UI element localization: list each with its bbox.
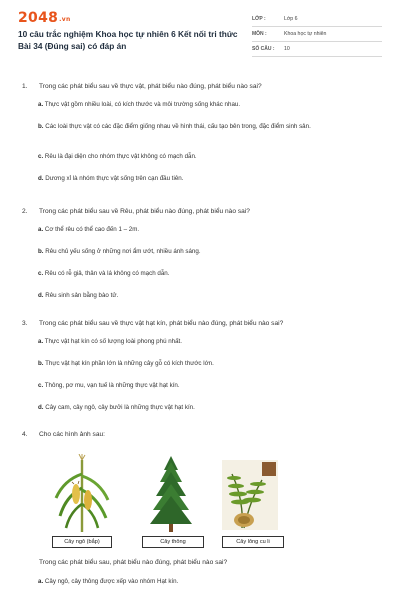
option-b: b. Các loài thực vật có các đặc điểm giống nhau về hình thái, cấu tạo bên trong, đặc điểm sinh sản.: [38, 123, 311, 130]
document-meta: [252, 12, 382, 57]
option-c: c. Rêu là đại diện cho nhóm thực vật không có mạch dẫn.: [38, 153, 197, 160]
question-sub-stem: [22, 558, 378, 567]
option-c: c. Rêu có rễ giả, thân và lá không có mạch dẫn.: [38, 270, 170, 277]
caption-fern: Cây lông cu li: [222, 536, 284, 548]
pine-tree-image: [148, 454, 194, 534]
meta-row-subject: [252, 27, 382, 42]
option-d: d. Dương xỉ là nhóm thực vật sống trên cạn đầu tiên.: [38, 175, 184, 182]
question-text: Trong các phát biểu sau về thực vật, phát biểu nào đúng, phát biểu nào sai?: [39, 83, 262, 90]
question-stem: [22, 319, 378, 328]
option-a: a. Thực vật gồm nhiều loài, có kích thước và môi trường sống khác nhau.: [38, 101, 241, 108]
logo-main: 2048: [18, 10, 59, 26]
corn-plant-image: [52, 454, 112, 534]
meta-row-class: [252, 12, 382, 27]
question-number: 3.: [22, 320, 28, 327]
meta-label: SỐ CÂU :: [252, 46, 275, 52]
meta-row-count: [252, 42, 382, 57]
option-b: b. Thực vật hạt kín phần lớn là những cây gỗ có kích thước lớn.: [38, 360, 214, 367]
question-4-sub: [22, 558, 378, 585]
question-number: 1.: [22, 83, 28, 90]
meta-label: LỚP :: [252, 16, 266, 22]
question-text: Trong các phát biểu sau, phát biểu nào đúng, phát biểu nào sai?: [39, 559, 228, 566]
meta-value: Khoa học tự nhiên: [284, 31, 327, 37]
meta-value: Lớp 6: [284, 16, 298, 22]
caption-corn: Cây ngô (bắp): [52, 536, 112, 548]
question-text: Cho các hình ảnh sau:: [39, 431, 105, 438]
question-2: [22, 207, 378, 299]
logo-suffix: .vn: [59, 16, 71, 23]
question-number: 4.: [22, 431, 28, 438]
site-logo[interactable]: [18, 10, 71, 26]
option-c: c. Thông, pơ mu, vạn tuế là những thực vật hạt kín.: [38, 382, 180, 389]
option-b: b. Rêu chủ yếu sống ở những nơi ẩm ướt, nhiều ánh sáng.: [38, 248, 201, 255]
question-3: [22, 319, 378, 411]
option-a: a. Cây ngô, cây thông được xếp vào nhóm Hạt kín.: [38, 578, 179, 585]
option-d: d. Rêu sinh sản bằng bào tử.: [38, 292, 119, 299]
question-number: 2.: [22, 208, 28, 215]
fern-plant-image: [222, 460, 278, 530]
question-text: Trong các phát biểu sau về Rêu, phát biểu nào đúng, phát biểu nào sai?: [39, 208, 250, 215]
question-text: Trong các phát biểu sau về thực vật hạt kín, phát biểu nào đúng, phát biểu nào sai?: [39, 320, 284, 327]
question-4: [22, 430, 378, 439]
question-1: [22, 82, 378, 182]
meta-value: 10: [284, 46, 290, 52]
option-d: d. Cây cam, cây ngô, cây bưởi là những thực vật hạt kín.: [38, 404, 195, 411]
question-stem: [22, 430, 378, 439]
question-stem: [22, 82, 378, 91]
question-stem: [22, 207, 378, 216]
caption-pine: Cây thông: [142, 536, 204, 548]
document-title: 10 câu trắc nghiệm Khoa học tự nhiên 6 Kết nối tri thức Bài 34 (Đúng sai) có đáp án: [18, 29, 238, 51]
page-header: [0, 0, 400, 64]
meta-label: MÔN :: [252, 31, 267, 37]
option-a: a. Thực vật hạt kín có số lượng loài phong phú nhất.: [38, 338, 182, 345]
option-a: a. Cơ thể rêu có thể cao đến 1 – 2m.: [38, 226, 140, 233]
